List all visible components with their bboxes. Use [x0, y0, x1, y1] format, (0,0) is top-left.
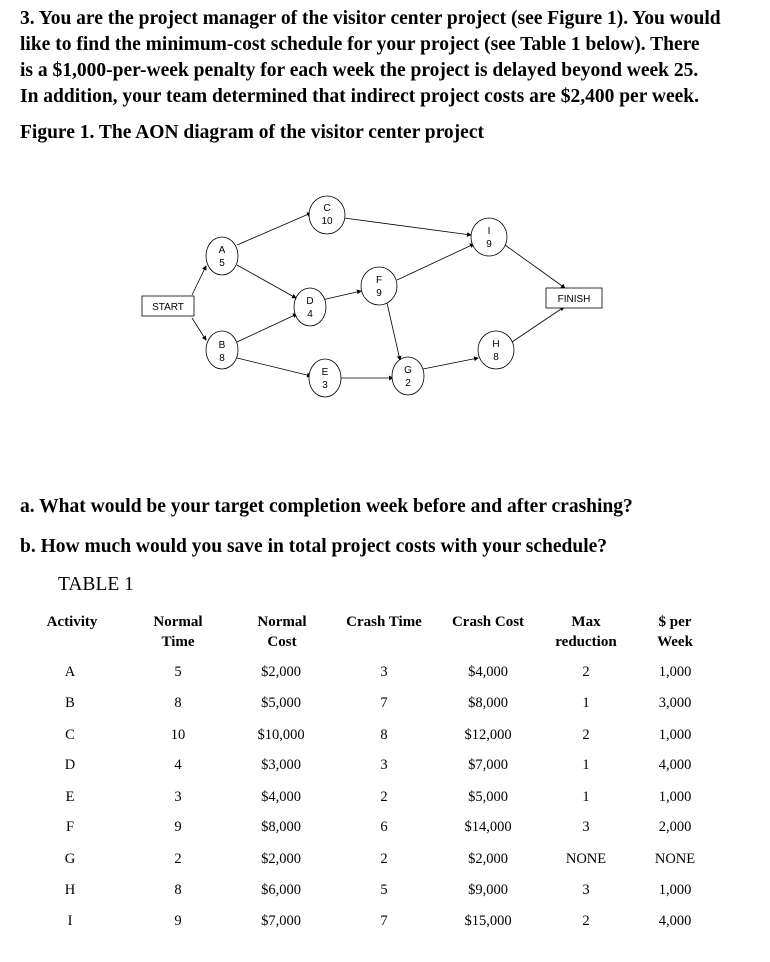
table-cell: NONE	[565, 851, 607, 867]
table-cell: $5,000	[468, 789, 508, 805]
table-cell: G	[64, 851, 76, 867]
node-e-duration: 3	[322, 380, 328, 391]
table-cell: $5,000	[261, 695, 301, 711]
arrow-f-g	[387, 303, 400, 360]
table-cell: 1,000	[658, 727, 692, 743]
node-i	[471, 218, 507, 256]
node-e-id: E	[321, 367, 329, 378]
node-f	[361, 267, 397, 305]
table-cell: $15,000	[464, 913, 512, 929]
arrow-c-i	[344, 218, 471, 235]
table-cell: $10,000	[257, 727, 305, 743]
table-cell: $4,000	[468, 664, 508, 680]
table-cell: 1	[582, 789, 590, 805]
table-cell: B	[65, 695, 75, 711]
header-crash-time: Crash Time	[346, 614, 422, 630]
table-cell: 3,000	[658, 695, 692, 711]
table-cell: 2	[582, 664, 590, 680]
table-cell: A	[64, 664, 76, 680]
table-cell: 3	[174, 789, 182, 805]
node-f-duration: 9	[376, 288, 382, 299]
table-title: TABLE 1	[58, 574, 134, 595]
table-cell: 4	[174, 757, 182, 773]
table-cell: 8	[174, 695, 182, 711]
question-line-1: 3. You are the project manager of the visitor center project (see Figure 1). You would	[20, 8, 721, 29]
node-f-id: F	[375, 275, 383, 286]
arrow-a-d	[237, 265, 296, 298]
table-cell: 2	[380, 851, 388, 867]
table-cell: 3	[380, 757, 388, 773]
table-cell: 9	[174, 819, 182, 835]
table-cell: $8,000	[261, 819, 301, 835]
header-crash-cost: Crash Cost	[451, 614, 525, 630]
header-normal-cost: Normal Cost	[257, 614, 307, 650]
node-c-id: C	[323, 203, 331, 214]
table-cell: 2,000	[658, 819, 692, 835]
table-cell: 8	[174, 882, 182, 898]
part-b-question: b. How much would you save in total project costs with your schedule?	[20, 536, 608, 557]
table-cell: 1	[582, 695, 590, 711]
arrow-d-f	[322, 291, 361, 300]
table-cell: 4,000	[658, 757, 692, 773]
table-cell: 2	[582, 913, 590, 929]
table-cell: $2,000	[261, 851, 301, 867]
table-cell: D	[64, 757, 76, 773]
node-c-duration: 10	[321, 216, 333, 227]
table-cell: 3	[582, 882, 590, 898]
question-line-3: is a $1,000-per-week penalty for each week the project is delayed beyond week 25.	[20, 60, 699, 81]
node-g	[392, 357, 424, 395]
finish-label: FINISH	[557, 294, 591, 305]
node-h-id: H	[492, 339, 500, 350]
table-cell: $6,000	[261, 882, 301, 898]
arrow-g-h	[423, 358, 478, 369]
header-max-reduction: Max reduction	[555, 614, 617, 650]
question-text	[20, 6, 750, 110]
table-cell: $7,000	[468, 757, 508, 773]
table-cell: $2,000	[261, 664, 301, 680]
table-cell: 3	[380, 664, 388, 680]
node-d	[294, 288, 326, 326]
table-cell: 1,000	[658, 789, 692, 805]
node-i-id: I	[487, 226, 491, 237]
node-i-duration: 9	[486, 239, 492, 250]
start-label: START	[152, 302, 184, 313]
node-g-duration: 2	[405, 378, 411, 389]
node-a	[206, 237, 238, 275]
node-c	[309, 196, 345, 234]
node-b-id: B	[218, 340, 226, 351]
table-cell: F	[65, 819, 75, 835]
table-cell: $8,000	[468, 695, 508, 711]
table-cell: 6	[380, 819, 388, 835]
node-d-duration: 4	[307, 309, 313, 320]
table-cell: $3,000	[261, 757, 301, 773]
table-cell: $2,000	[468, 851, 508, 867]
table-cell: $7,000	[261, 913, 301, 929]
node-h	[478, 331, 514, 369]
node-d-id: D	[306, 296, 314, 307]
arrow-a-c	[237, 213, 311, 245]
table-cell: $4,000	[261, 789, 301, 805]
table-cell: H	[64, 882, 76, 898]
table-cell: 2	[582, 727, 590, 743]
table-cell: C	[65, 727, 75, 743]
table-cell: NONE	[654, 851, 696, 867]
table-cell: 7	[380, 695, 388, 711]
arrow-b-e	[237, 358, 311, 376]
table-cell: 8	[380, 727, 388, 743]
table-cell: $12,000	[464, 727, 512, 743]
table-cell: 5	[174, 664, 182, 680]
question-line-4: In addition, your team determined that indirect project costs are $2,400 per week.	[20, 86, 700, 107]
table-cell: 2	[174, 851, 182, 867]
arrow-i-finish	[505, 245, 565, 288]
node-a-id: A	[218, 245, 226, 256]
node-h-duration: 8	[493, 352, 499, 363]
header-normal-time: Normal Time	[153, 614, 203, 650]
node-e	[309, 359, 341, 397]
table-cell: 4,000	[658, 913, 692, 929]
figure-title: Figure 1. The AON diagram of the visitor center project	[20, 122, 484, 143]
table-cell: I	[67, 913, 73, 929]
question-line-2: like to find the minimum-cost schedule for your project (see Table 1 below). There	[20, 34, 700, 55]
table-cell: 5	[380, 882, 388, 898]
part-a-question: a. What would be your target completion week before and after crashing?	[20, 496, 633, 517]
table-cell: 1	[582, 757, 590, 773]
header-dollar-per-week: $ per Week	[657, 614, 693, 650]
table-cell: $14,000	[464, 819, 512, 835]
arrow-b-d	[237, 314, 297, 342]
arrow-start-b	[192, 318, 206, 340]
table-cell: 1,000	[658, 882, 692, 898]
table-cell: 1,000	[658, 664, 692, 680]
table-cell: 10	[170, 727, 186, 743]
table-cell: E	[65, 789, 75, 805]
aon-diagram	[0, 180, 770, 410]
table-cell: 7	[380, 913, 388, 929]
node-g-id: G	[404, 365, 412, 376]
node-a-duration: 5	[219, 258, 225, 269]
arrow-h-finish	[512, 307, 564, 342]
arrow-f-i	[397, 244, 474, 280]
header-activity: Activity	[46, 614, 98, 630]
node-b-duration: 8	[219, 353, 225, 364]
table-cell: 3	[582, 819, 590, 835]
arrow-start-a	[192, 266, 206, 295]
table-cell: 2	[380, 789, 388, 805]
table-cell: 9	[174, 913, 182, 929]
table-cell: $9,000	[468, 882, 508, 898]
